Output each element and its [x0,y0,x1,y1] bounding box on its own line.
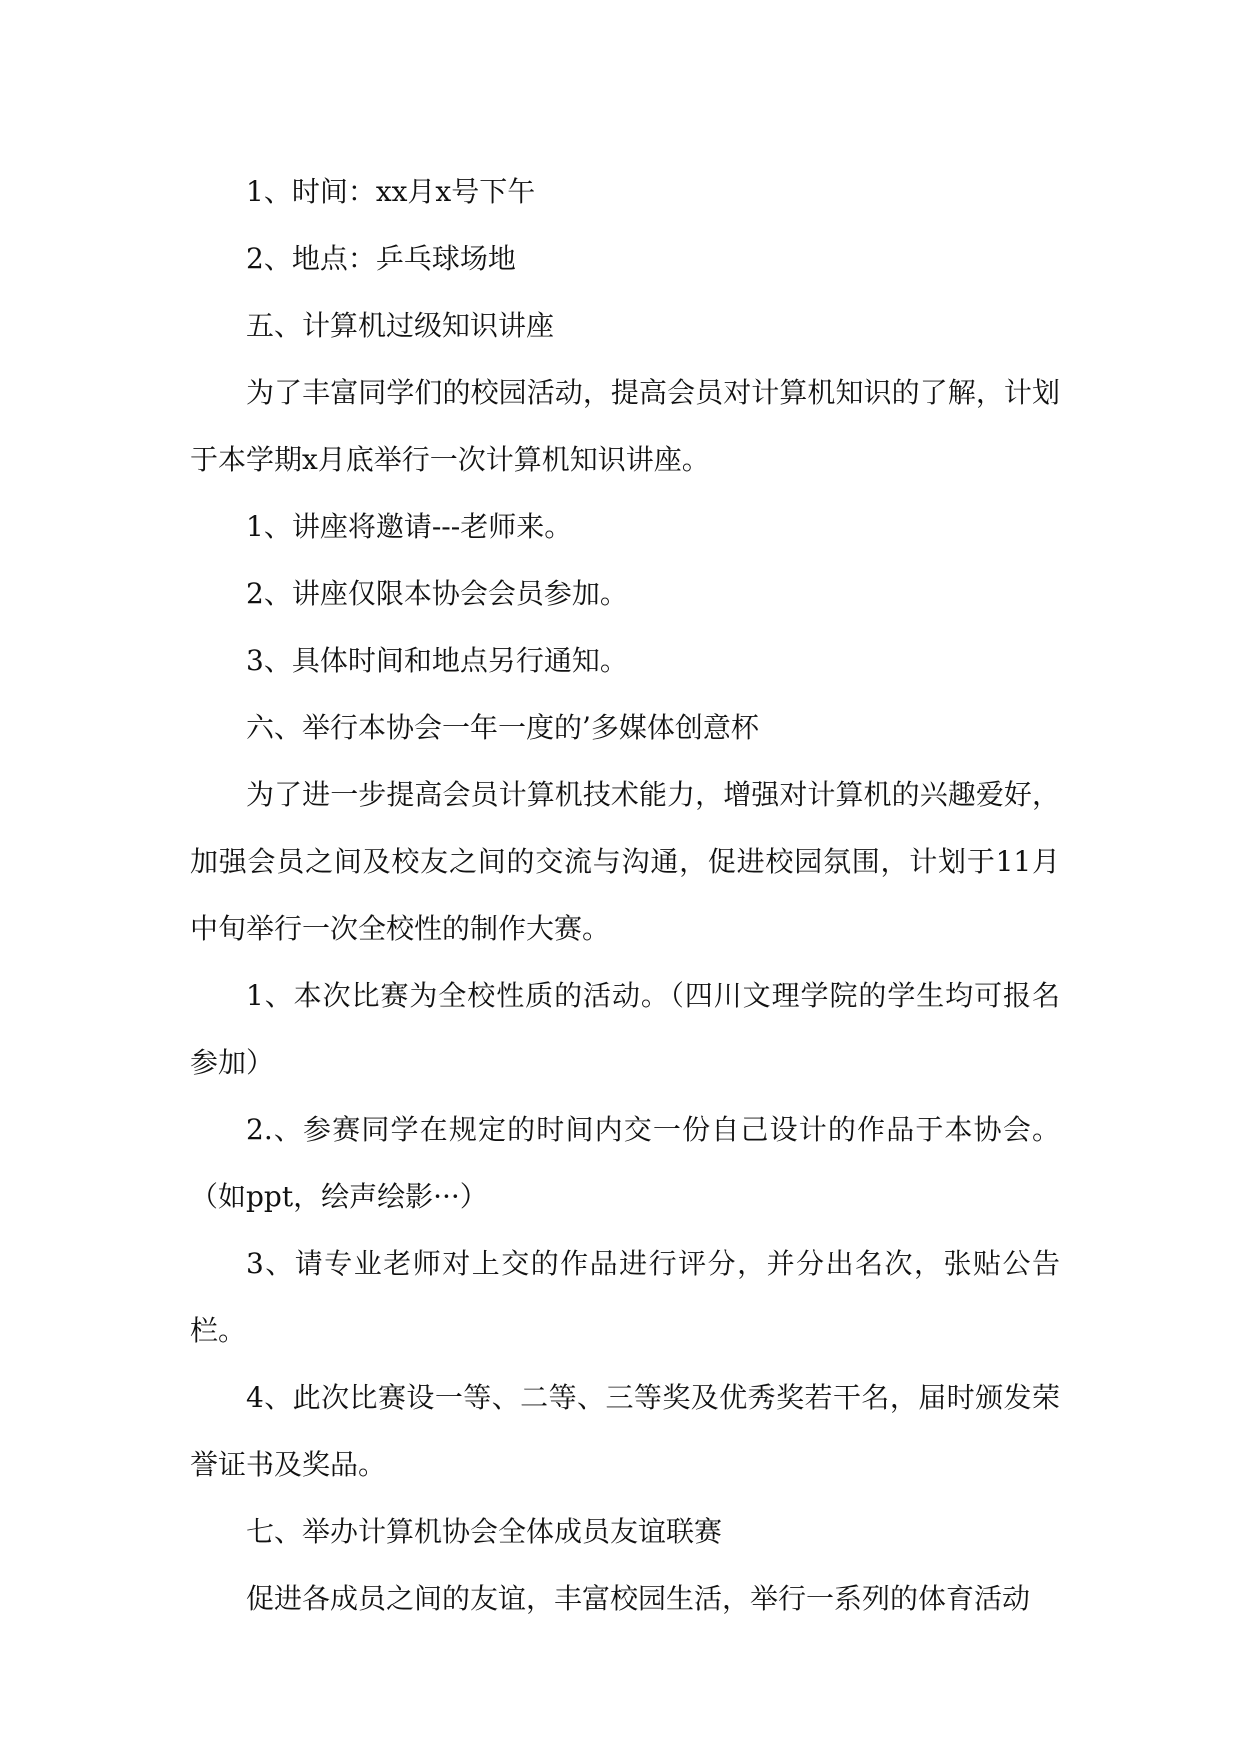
document-body [190,158,1060,1632]
paragraph: 1、讲座将邀请---老师来。 [246,510,573,543]
paragraph: 3、具体时间和地点另行通知。 [246,644,628,677]
paragraph: 3、请专业老师对上交的作品进行评分，并分出名次，张贴公告栏。 [190,1247,1060,1347]
paragraph: 促进各成员之间的友谊，丰富校园生活，举行一系列的体育活动 [246,1582,1031,1615]
paragraph: 为了丰富同学们的校园活动，提高会员对计算机知识的了解，计划于本学期x月底举行一次计算机知识讲座。 [190,376,1060,476]
paragraph: 2、地点：乒乓球场地 [246,242,516,275]
paragraph: 为了进一步提高会员计算机技术能力，增强对计算机的兴趣爱好，加强会员之间及校友之间的交流与沟通，促进校园氛围，计划于11月中旬举行一次全校性的制作大赛。 [190,778,1060,945]
section-heading: 六、举行本协会一年一度的’多媒体创意杯 [246,711,759,744]
paragraph: 1、本次比赛为全校性质的活动。（四川文理学院的学生均可报名参加） [190,979,1060,1079]
paragraph: 2、讲座仅限本协会会员参加。 [246,577,628,610]
section-heading: 五、计算机过级知识讲座 [246,309,555,342]
paragraph: 2.、参赛同学在规定的时间内交一份自己设计的作品于本协会。（如ppt，绘声绘影···） [190,1113,1060,1213]
paragraph: 4、此次比赛设一等、二等、三等奖及优秀奖若干名，届时颁发荣誉证书及奖品。 [190,1381,1060,1481]
paragraph: 1、时间：xx月x号下午 [246,175,536,208]
section-heading: 七、举办计算机协会全体成员友谊联赛 [246,1515,723,1548]
